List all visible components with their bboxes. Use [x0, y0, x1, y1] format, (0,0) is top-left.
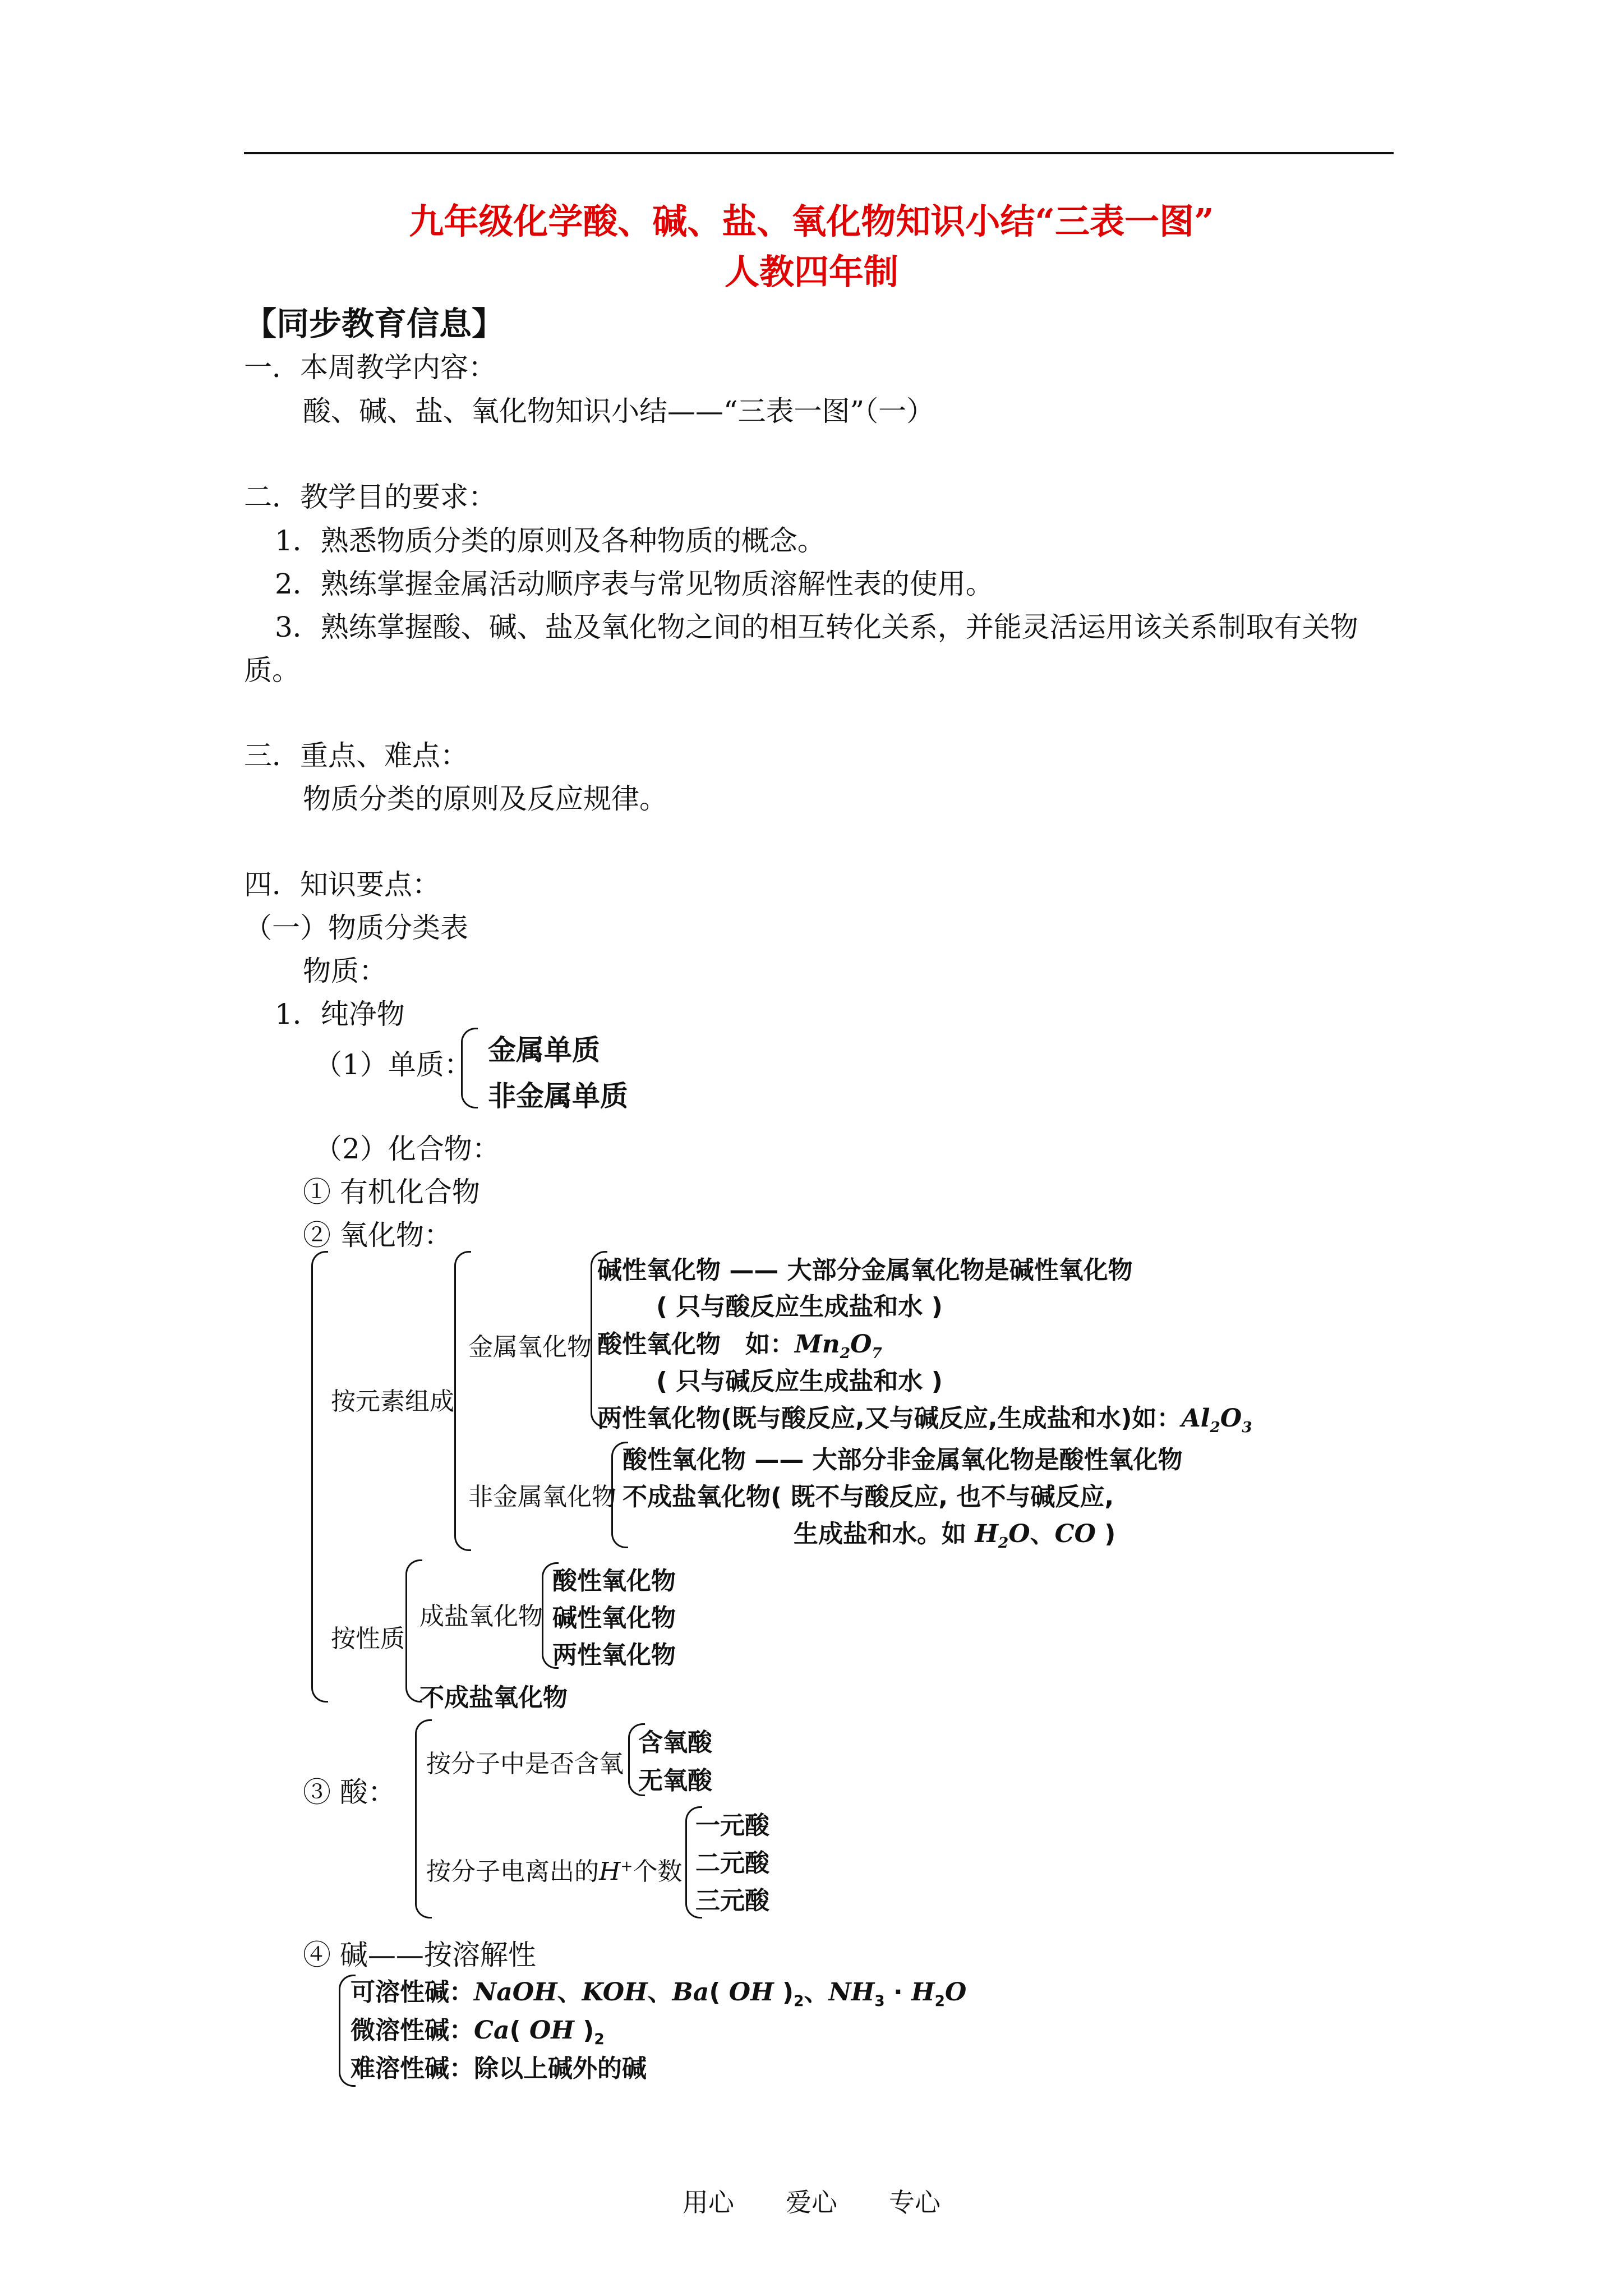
s2-item-3: 3．熟练掌握酸、碱、盐及氧化物之间的相互转化关系，并能灵活运用该关系制取有关物: [275, 611, 1358, 643]
s4-heading: 四．知识要点：: [244, 868, 440, 901]
s2-item-3-cont: 质。: [244, 654, 300, 687]
nm-acidic-line: 酸性氧化物 —— 大部分非金属氧化物是酸性氧化物: [623, 1446, 1183, 1474]
nm-neutral-line: 不成盐氧化物( 既不与酸反应, 也不与碱反应,: [623, 1483, 1114, 1511]
acid-label: ③ 酸：: [303, 1776, 396, 1809]
p-acidic-oxide: 酸性氧化物: [552, 1567, 676, 1595]
basic-oxide-line: 碱性氧化物 —— 大部分金属氧化物是碱性氧化物: [597, 1256, 1133, 1285]
page-footer: 用心 爱心 专心: [683, 2187, 940, 2217]
acidic-oxide-note: ( 只与碱反应生成盐和水 ): [656, 1367, 943, 1396]
non-salt-forming-oxide: 不成盐氧化物: [419, 1683, 568, 1712]
element-label: （1）单质：: [314, 1048, 472, 1081]
s3-content: 物质分类的原则及反应规律。: [303, 783, 667, 815]
monoprotic-acid: 一元酸: [695, 1811, 769, 1840]
s2-item-2: 2．熟练掌握金属活动顺序表与常见物质溶解性表的使用。: [275, 568, 994, 600]
by-element-label: 按元素组成: [331, 1387, 454, 1416]
sub1-heading: （一）物质分类表: [244, 912, 468, 944]
matter-label: 物质：: [303, 955, 387, 987]
basic-oxide-note: ( 只与酸反应生成盐和水 ): [656, 1292, 943, 1321]
by-property-label: 按性质: [331, 1625, 405, 1653]
acidic-oxide-line: 酸性氧化物 如：$Mn_2O_7$: [597, 1330, 882, 1362]
acid-by-h: 按分子电离出的H+个数: [426, 1857, 683, 1886]
metal-element: 金属单质: [488, 1034, 600, 1066]
section-header: 【同步教育信息】: [244, 305, 505, 343]
page-subtitle: 人教四年制: [724, 251, 898, 292]
slightly-soluble-base: 微溶性碱：Ca( OH )$_2$: [351, 2016, 605, 2048]
non-oxyacid: 无氧酸: [638, 1766, 712, 1795]
p-basic-oxide: 碱性氧化物: [552, 1604, 676, 1632]
salt-forming-label: 成盐氧化物: [419, 1602, 543, 1631]
nonmetal-oxides-label: 非金属氧化物: [468, 1483, 616, 1511]
element-brace: [461, 1028, 478, 1108]
amphoteric-oxide-line: 两性氧化物(既与酸反应,又与碱反应,生成盐和水)如：$Al_2O_3$: [597, 1404, 1252, 1436]
pure-substance: 1．纯净物: [275, 998, 405, 1030]
insoluble-base: 难溶性碱：除以上碱外的碱: [351, 2054, 647, 2083]
s1-heading: 一．本周教学内容：: [244, 351, 496, 384]
oxyacid: 含氧酸: [638, 1728, 712, 1757]
s2-heading: 二．教学目的要求：: [244, 481, 496, 513]
organic-compound: ① 有机化合物: [303, 1176, 480, 1208]
nm-neutral-examples: 生成盐和水。如 $H_2O$、CO ): [794, 1520, 1116, 1552]
s1-content: 酸、碱、盐、氧化物知识小结——“三表一图”（一）: [303, 395, 935, 427]
s3-heading: 三．重点、难点：: [244, 739, 468, 772]
compound-label: （2）化合物：: [314, 1133, 500, 1165]
nonmetal-element: 非金属单质: [488, 1080, 628, 1112]
page-title: 九年级化学酸、碱、盐、氧化物知识小结“三表一图”: [409, 201, 1214, 242]
base-label: ④ 碱——按溶解性: [303, 1939, 536, 1971]
metal-oxides-label: 金属氧化物: [468, 1333, 592, 1361]
p-amphoteric-oxide: 两性氧化物: [552, 1641, 676, 1669]
triprotic-acid: 三元酸: [695, 1887, 769, 1915]
s2-item-1: 1．熟悉物质分类的原则及各种物质的概念。: [275, 524, 826, 557]
oxide-label: ② 氧化物：: [303, 1219, 452, 1251]
header-rule: [244, 152, 1394, 154]
soluble-base: 可溶性碱：NaOH、KOH、Ba( OH )$_2$、$NH_3 \cdot H_2O$: [351, 1978, 967, 2010]
oxide-outer-brace: [311, 1251, 328, 1703]
diprotic-acid: 二元酸: [695, 1849, 769, 1878]
acid-by-oxygen: 按分子中是否含氧: [426, 1750, 624, 1778]
